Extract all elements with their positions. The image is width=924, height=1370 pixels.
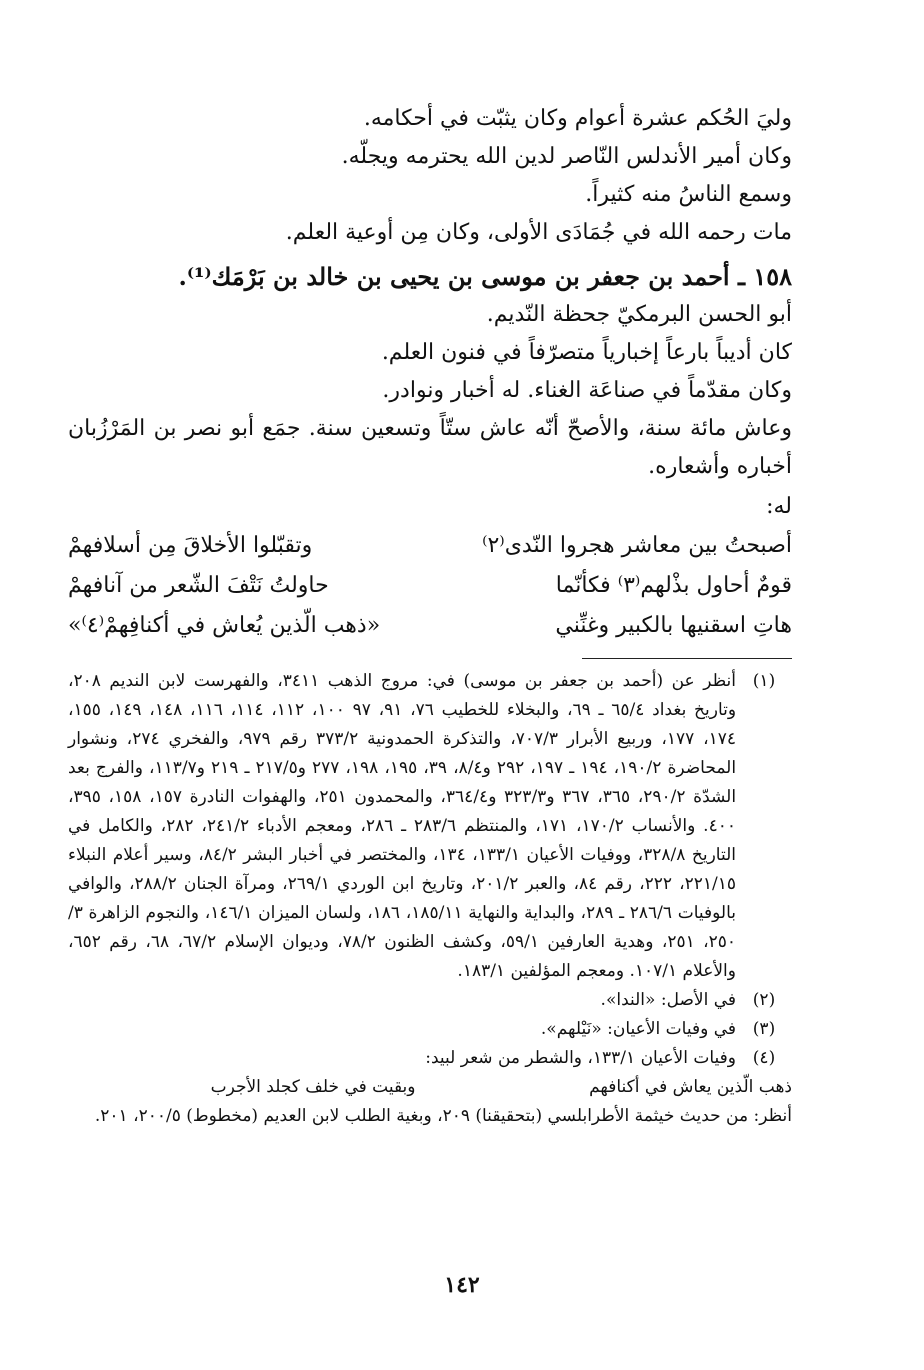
poem — [68, 526, 792, 646]
verse-second-hemistich: وتقبّلوا الأخلاقَ مِن أسلافهمْ — [68, 533, 313, 558]
entry-line: وعاش مائة سنة، والأصحّ أنّه عاش ستّاً وتسعين سنة. جمَع أبو نصر بن المَرْزُبان أخباره وأشعاره. — [68, 416, 792, 479]
footnote-text: في وفيات الأعيان: «نَيْلهم». — [540, 1019, 736, 1039]
footnote-number: (٣) — [752, 1019, 776, 1039]
poem-verse — [68, 606, 792, 646]
paragraph: وسمع الناسُ منه كثيراً. — [585, 182, 792, 207]
entry-line: كان أديباً بارعاً إخبارياً متصرّفاً في فنون العلم. — [381, 340, 792, 365]
footnote — [68, 1015, 792, 1044]
page-number: ١٤٢ — [444, 1272, 480, 1298]
footnote-text: في الأصل: «الندا». — [600, 990, 736, 1010]
footnote-number: (٢) — [752, 990, 776, 1010]
paragraph: مات رحمه الله في جُمَادَى الأولى، وكان مِن أوعية العلم. — [285, 220, 792, 245]
entry-title: ١٥٨ ـ أحمد بن جعفر بن موسى بن يحيى بن خالد بن بَرْمَك⁽¹⁾. — [178, 262, 792, 291]
page-body — [68, 100, 792, 1131]
verse-first-hemistich: هاتِ اسقنيها بالكبير وغنِّني — [555, 613, 792, 638]
footnote-verse-first: ذهب الّذين يعاش في أكنافهم — [589, 1077, 792, 1097]
footnote-number: (١) — [752, 671, 776, 691]
paragraph: وليَ الحُكم عشرة أعوام وكان يثبّت في أحكامه. — [363, 106, 792, 131]
poem-verse — [68, 566, 792, 606]
footnote-divider — [582, 658, 792, 659]
footnote — [68, 1044, 792, 1073]
poem-verse — [68, 526, 792, 566]
footnote-text: أنظر عن (أحمد بن جعفر بن موسى) في: مروج الذهب ٣٤١١، والفهرست لابن النديم ٢٠٨، وتاريخ بغداد ٦٥/٤ ـ ٦٩، والبخلاء للخطيب ٧٦، ٩١، ٩٧ ١٠٠، ١١٢، ١١٤، ١١٦، ١٤٨، ١٤٩، ١٥٥، ١٧٤، ١٧٧، وربيع الأبرار ٧٠٧/٣، والتذكرة الحمدونية ٣٧٣/٢ رقم ٩٧٩، والفخري ٢٧٤، ونشوار المحاضرة ١٩٠/٢، ١٩٤ ـ ١٩٧، ٢٩٢ و٨/٤، ٣٩، ١٩٥، ١٩٨، ٢٧٧ و٢١٧/٥ ـ ٢١٩ و١١٣/٧، والفرج بعد الشدّة ٢٩٠/٢، ٣٦٥، ٣٦٧ و٣٢٣/٣ و٣٦٤/٤، والمحمدون ٢٥١، والهفوات النادرة ١٥٧، ١٥٨، ٣٩٥، ٤٠٠. والأنساب ١٧٠/٢، ١٧١، والمنتظم ٢٨٣/٦ ـ ٢٨٦، ومعجم الأدباء ٢٤١/٢، ٢٨٢، والكامل في التاريخ ٣٢٨/٨، ووفيات الأعيان ١٣٣/١، ١٣٤، والمختصر في أخبار البشر ٨٤/٢، وسير أعلام النبلاء ٢٢١/١٥، ٢٢٢، رقم ٨٤، والعبر ٢٠١/٢، وتاريخ ابن الوردي ٢٦٩/١، ومرآة الجنان ٢٨٨/٢، والوافي بالوفيات ٢٨٦/٦ ـ ٢٨٩، والبداية والنهاية ١٨٥/١١، ١٨٦، ولسان الميزان ١٤٦/١، والنجوم الزاهرة ٣/ ٢٥٠، ٢٥١، وهدية العارفين ٥٩/١، وكشف الظنون ٧٨/٢، وديوان الإسلام ٦٧/٢، ٦٨، رقم ٦٥٢، والأعلام ١٠٧/١. ومعجم المؤلفين ١٨٣/١. — [68, 671, 737, 981]
verse-second-hemistich: «ذهب الّذين يُعاش في أكنافِهمْ⁽٤⁾» — [68, 613, 381, 638]
footnote — [68, 986, 792, 1015]
entry-line: أبو الحسن البرمكيّ جحظة النّديم. — [486, 302, 792, 327]
footnote-reference: أنظر: من حديث خيثمة الأطرابلسي (بتحقيقنا) ٢٠٩، وبغية الطلب لابن العديم (مخطوط) ٢٠٠/٥، ٢٠١. — [94, 1106, 792, 1126]
verse-first-hemistich: أصبحتُ بين معاشر هجروا النّدى⁽٢⁾ — [482, 533, 792, 558]
footnote-verse — [68, 1073, 792, 1102]
paragraph: وكان أمير الأندلس النّاصر لدين الله يحترمه ويجلّه. — [341, 144, 792, 169]
footnote-text: وفيات الأعيان ١٣٣/١، والشطر من شعر لبيد: — [425, 1048, 736, 1068]
footnote-verse-second: وبقيت في خلف كجلد الأجرب — [210, 1077, 416, 1097]
verse-second-hemistich: حاولتُ نَتْفَ الشّعر من آنافهمْ — [68, 573, 329, 598]
entry-line: وكان مقدّماً في صناعَة الغناء. له أخبار ونوادر. — [382, 378, 792, 403]
footnote-number: (٤) — [752, 1048, 776, 1068]
footnote — [68, 667, 792, 986]
verse-first-hemistich: قومٌ أحاول بذْلهم⁽٣⁾ فكأنّما — [555, 573, 792, 598]
poem-label: له: — [766, 494, 792, 519]
